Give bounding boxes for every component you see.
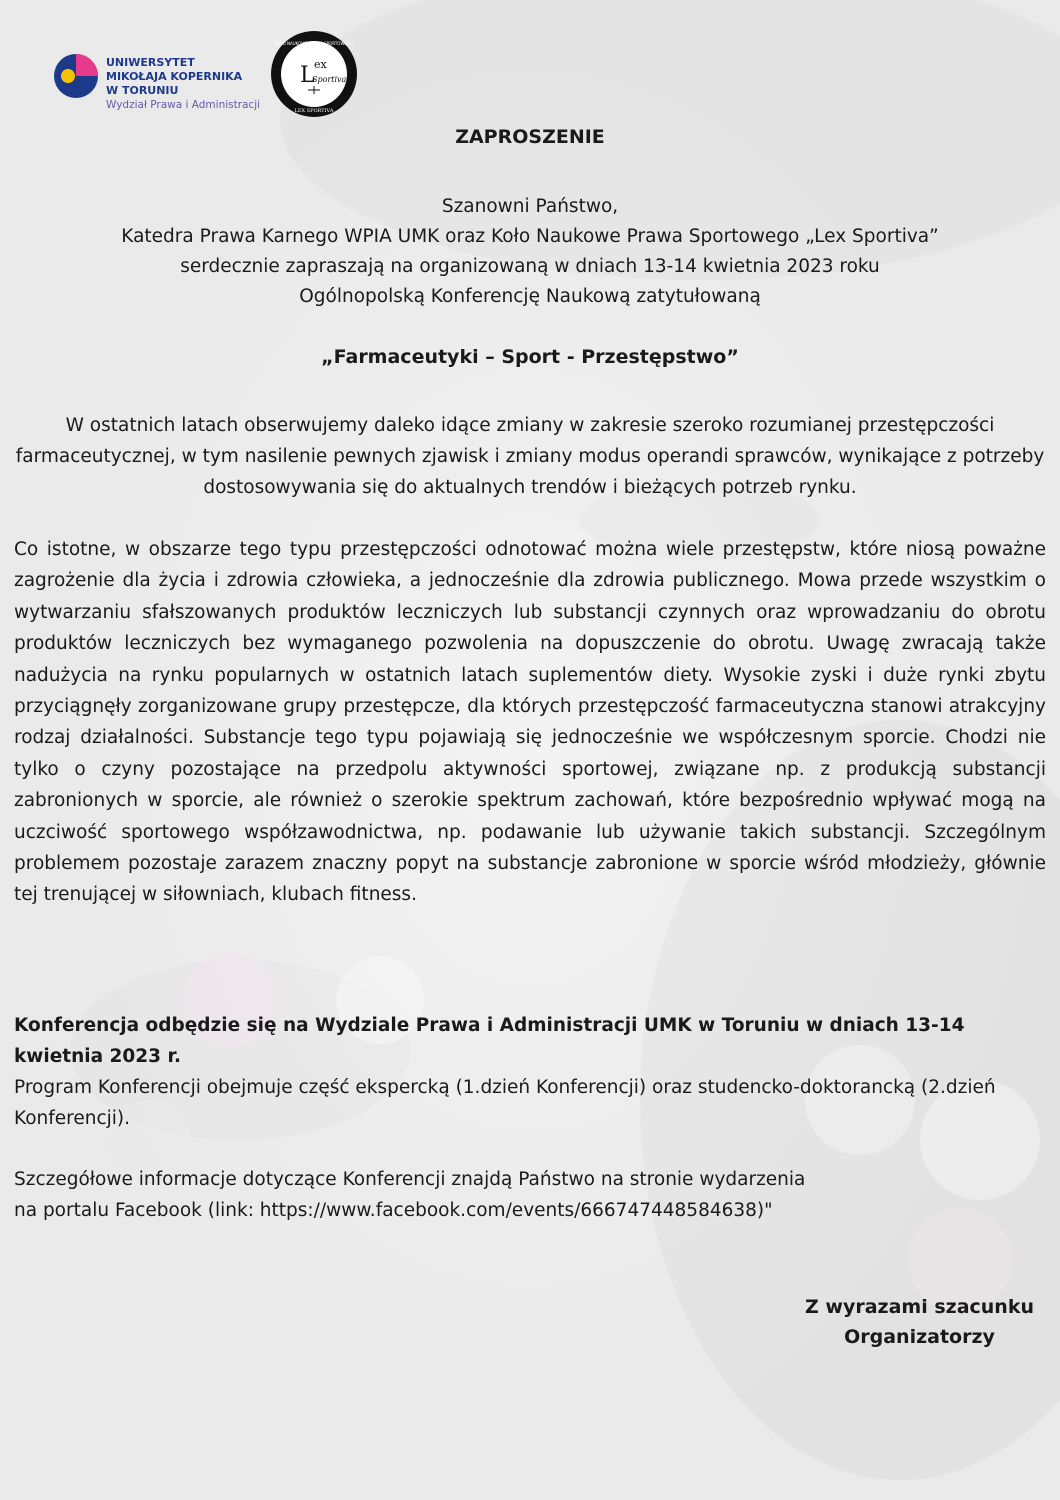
signature-text: Organizatorzy <box>844 1326 995 1348</box>
umk-wordmark <box>106 56 260 112</box>
program-text: Program Konferencji obejmuje część ekspercką (1.dzień Konferencji) oraz studencko-doktorancką (2.dzień Konferencji). <box>14 1077 996 1129</box>
lex-sportiva-logo <box>270 30 358 118</box>
svg-text:ex: ex <box>314 58 327 71</box>
intro-paragraph: W ostatnich latach obserwujemy daleko idące zmiany w zakresie szeroko rozumianej przestępczości farmaceutycznej, w tym nasilenie pewnych zjawisk i zmiany modus operandi sprawców, wynikające z potrzeby dostosowywania się do aktualnych trendów i bieżących potrzeb rynku. <box>15 415 1045 498</box>
greeting-line-2: Katedra Prawa Karnego WPIA UMK oraz Koło Naukowe Prawa Sportowego „Lex Sportiva” <box>121 226 939 247</box>
umk-emblem-icon <box>52 50 104 102</box>
venue-text: Konferencja odbędzie się na Wydziale Prawa i Administracji UMK w Toruniu w dniach 13-14 kwietnia 2023 r. <box>14 1015 965 1067</box>
umk-line-1: UNIWERSYTET <box>106 56 195 69</box>
svg-text:Sportiva: Sportiva <box>312 75 347 84</box>
umk-faculty: Wydział Prawa i Administracji <box>106 99 261 111</box>
greeting-line-1: Szanowni Państwo, <box>441 196 619 217</box>
header-logos <box>52 30 392 120</box>
umk-line-2: MIKOŁAJA KOPERNIKA <box>106 70 243 83</box>
greeting-line-3: serdecznie zapraszają na organizowaną w dniach 13-14 kwietnia 2023 roku <box>180 256 880 277</box>
document-title: ZAPROSZENIE <box>455 126 605 148</box>
greeting-line-4: Ogólnopolską Konferencję Naukową zatytułowaną <box>299 286 761 307</box>
signature-block <box>805 1292 1034 1352</box>
lex-ring-bottom: LEX SPORTIVA <box>294 108 334 114</box>
details-line-2: na portalu Facebook (link: https://www.facebook.com/events/666747448584638)" <box>14 1200 773 1221</box>
conference-title: „Farmaceutyki – Sport - Przestępstwo” <box>321 346 739 368</box>
greeting-block <box>0 192 1060 312</box>
lex-ring-top: KOŁO NAUKOWE PRAWA SPORTOWEGO <box>274 41 354 46</box>
body-paragraph: Co istotne, w obszarze tego typu przestępczości odnotować można wiele przestępstw, które niosą poważne zagrożenie dla życia i zdrowia człowieka, a jednocześnie dla zdrowia publicznego. Mowa przede wszystkim o wytwarzaniu sfałszowanych produktów leczniczych lub substancji czynnych oraz wprowadzaniu do obrotu produktów leczniczych bez wymaganego pozwolenia na dopuszczenie do obrotu. Uwagę zwracają także nadużycia na rynku popularnych w ostatnich latach suplementów diety. Wysokie zyski i duże rynki zbytu przyciągnęły zorganizowane grupy przestępcze, dla których przestępczość farmaceutyczna stanowi atrakcyjny rodzaj działalności. Substancje tego typu pojawiają się jednocześnie we współczesnym sporcie. Chodzi nie tylko o czyny pozostające na przedpolu aktywności sportowej, związane np. z produkcją substancji zabronionych w sporcie, ale również o szerokie spektrum zachowań, które bezpośrednio wpływać mogą na uczciwość sportowego współzawodnictwa, np. podawanie lub używanie takich substancji. Szczególnym problemem pozostaje zarazem znaczny popyt na substancje zabronione w sporcie wśród młodzieży, głównie tej trenującej w siłowniach, klubach fitness. <box>14 539 1046 906</box>
venue-block <box>14 1010 1054 1134</box>
details-block <box>14 1164 1054 1226</box>
umk-line-3: W TORUNIU <box>106 84 179 97</box>
closing-text: Z wyrazami szacunku <box>805 1296 1034 1318</box>
umk-logo <box>52 44 262 114</box>
svg-text:L: L <box>300 63 315 88</box>
details-line-1: Szczegółowe informacje dotyczące Konferencji znajdą Państwo na stronie wydarzenia <box>14 1169 806 1190</box>
